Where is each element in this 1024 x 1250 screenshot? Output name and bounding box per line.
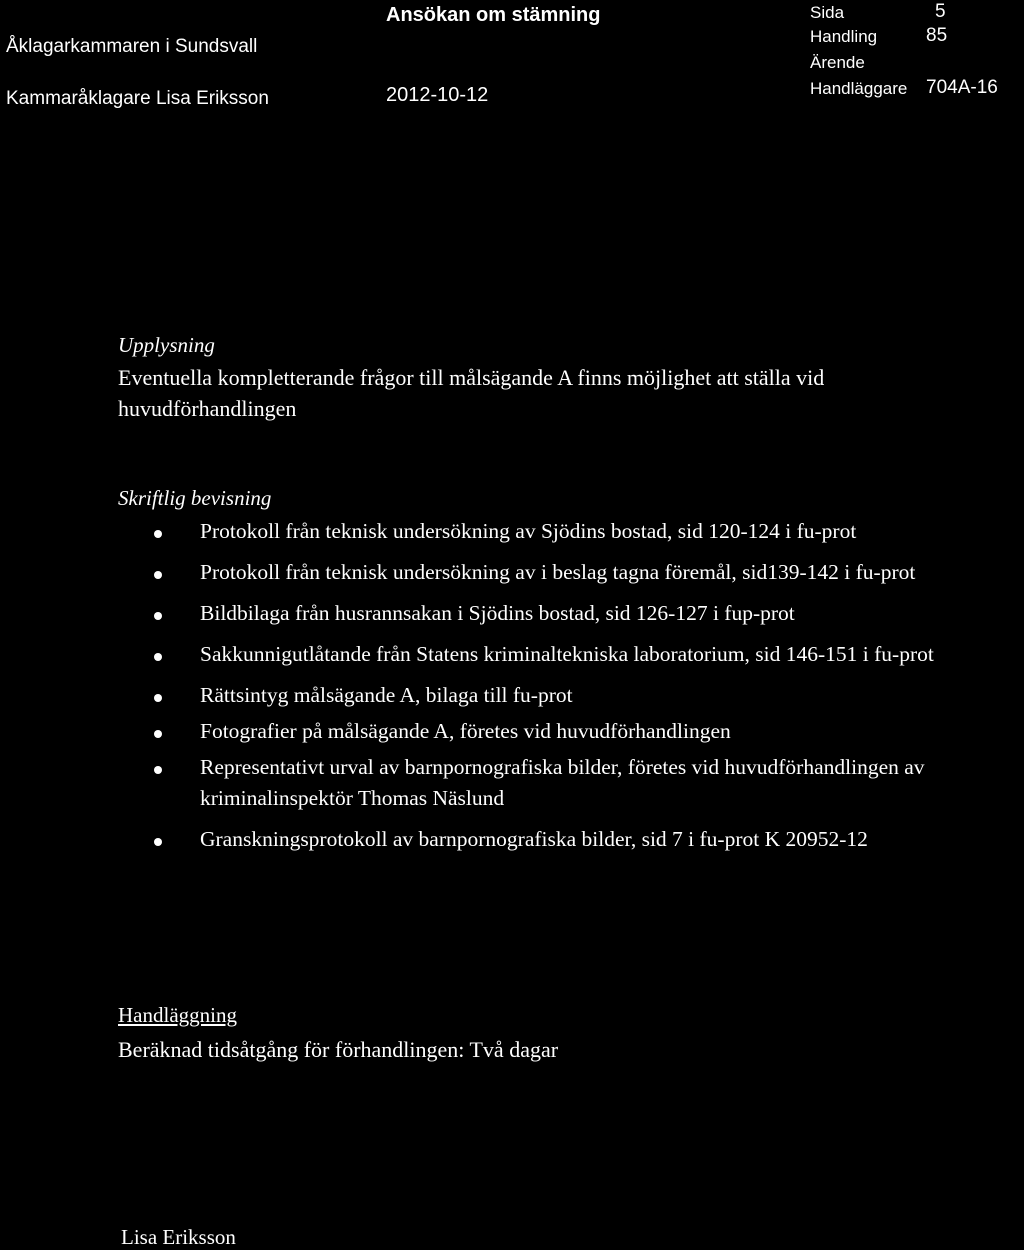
bullet-icon (154, 838, 162, 846)
bullet-icon (154, 530, 162, 538)
evidence-item-text: Protokoll från teknisk undersökning av Sjödins bostad, sid 120-124 i fu-prot (200, 519, 857, 543)
bullet-icon (154, 571, 162, 579)
evidence-item-text: Protokoll från teknisk undersökning av i beslag tagna föremål, sid139-142 i fu-prot (200, 560, 916, 584)
information-heading: Upplysning (118, 333, 215, 357)
evidence-item-text: Rättsintyg målsägande A, bilaga till fu-prot (200, 683, 573, 707)
officer-label: Handläggare (810, 79, 908, 98)
evidence-item-text: Sakkunnigutlåtande från Statens kriminaltekniska laboratorium, sid 146-151 i fu-prot (200, 642, 934, 666)
handling-heading: Handläggning (118, 1003, 237, 1027)
bullet-icon (154, 694, 162, 702)
document-number: 85 (926, 25, 948, 46)
bullet-icon (154, 653, 162, 661)
evidence-item-text: Bildbilaga från husrannsakan i Sjödins bostad, sid 126-127 i fup-prot (200, 601, 795, 625)
evidence-item (154, 516, 954, 547)
page-label: Sida (810, 3, 845, 22)
evidence-item (154, 680, 954, 711)
evidence-item-text: Fotografier på målsägande A, företes vid huvudförhandlingen (200, 719, 731, 743)
author-name: Kammaråklagare Lisa Eriksson (6, 88, 269, 109)
document-date: 2012-10-12 (386, 84, 489, 106)
evidence-heading: Skriftlig bevisning (118, 486, 272, 510)
evidence-item (154, 598, 954, 629)
evidence-item (154, 716, 954, 747)
evidence-item (154, 824, 954, 855)
information-body: Eventuella kompletterande frågor till målsägande A finns möjlighet att ställa vid huvudförhandlingen (118, 365, 825, 421)
bullet-icon (154, 766, 162, 774)
case-label: Ärende (810, 53, 865, 72)
bullet-icon (154, 730, 162, 738)
evidence-item-text: Representativt urval av barnpornografiska bilder, företes vid huvudförhandlingen av kriminalinspektör Thomas Näslund (200, 755, 925, 810)
bullet-icon (154, 612, 162, 620)
signature-name: Lisa Eriksson (121, 1225, 236, 1249)
document-number-label: Handling (810, 27, 878, 46)
page-number: 5 (935, 1, 946, 22)
handling-body: Beräknad tidsåtgång för förhandlingen: Två dagar (118, 1037, 559, 1062)
evidence-item-text: Granskningsprotokoll av barnpornografiska bilder, sid 7 i fu-prot K 20952-12 (200, 827, 868, 851)
evidence-item (154, 752, 954, 814)
officer-code: 704A-16 (926, 77, 998, 98)
evidence-item (154, 557, 954, 588)
evidence-item (154, 639, 954, 670)
organization-name: Åklagarkammaren i Sundsvall (6, 36, 258, 57)
document-title: Ansökan om stämning (386, 4, 601, 26)
evidence-list (154, 516, 954, 865)
